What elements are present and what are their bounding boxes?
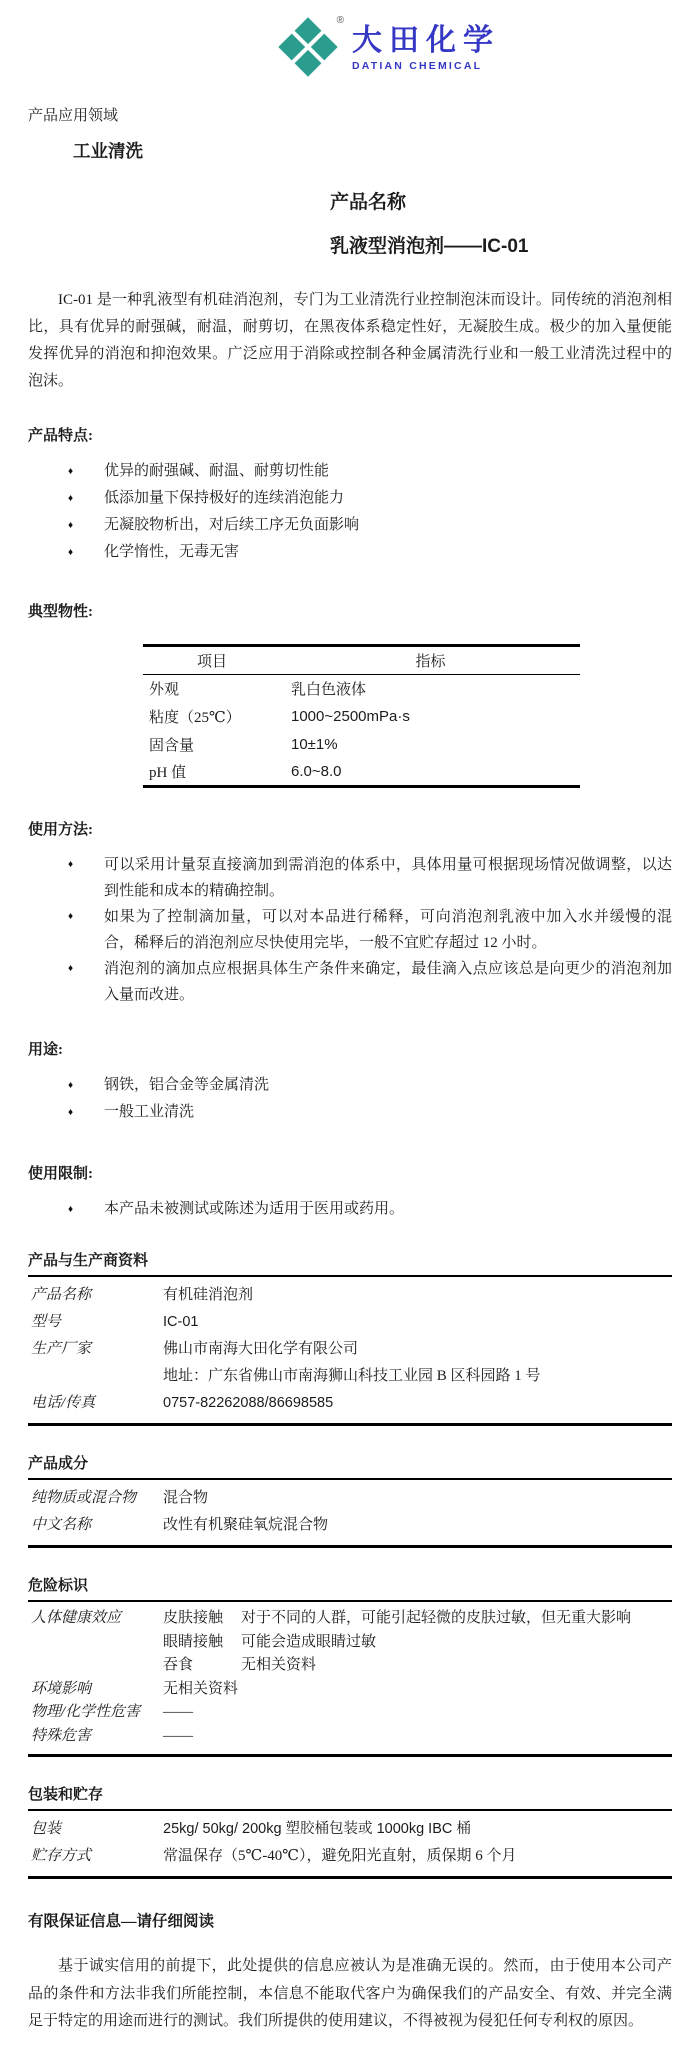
brand-name-en: DATIAN CHEMICAL bbox=[352, 59, 483, 72]
properties-table bbox=[143, 644, 580, 788]
product-name-label: 产品名称 bbox=[330, 192, 407, 213]
info-row: 电话/传真 0757-82262088/86698585 bbox=[31, 1395, 334, 1411]
info-row: 贮存方式 常温保存（5℃-40℃），避免阳光直射，质保期 6 个月 bbox=[31, 1848, 517, 1864]
product-name-value: 乳液型消泡剂——IC-01 bbox=[330, 236, 529, 257]
diamond-bullet-icon: ♦ bbox=[68, 1204, 74, 1215]
info-row: 眼睛接触 可能会造成眼睛过敏 bbox=[163, 1633, 377, 1650]
diamond-bullet-icon: ♦ bbox=[68, 963, 74, 974]
list-item: ♦ 优异的耐强碱、耐温、耐剪切性能 bbox=[68, 458, 672, 485]
features-heading: 产品特点: bbox=[28, 428, 93, 444]
info-row: 地址：广东省佛山市南海狮山科技工业园 B 区科园路 1 号 bbox=[163, 1368, 541, 1384]
hazards-section bbox=[28, 1574, 672, 1757]
list-item: ♦ 化学惰性，无毒无害 bbox=[68, 539, 672, 566]
features-list bbox=[28, 458, 672, 566]
info-row: 环境影响 无相关资料 bbox=[31, 1680, 239, 1697]
applications-heading: 用途: bbox=[28, 1042, 63, 1058]
packaging-section bbox=[28, 1783, 672, 1879]
registered-trademark-icon: ® bbox=[336, 15, 344, 26]
application-field-value: 工业清洗 bbox=[73, 141, 143, 161]
hazards-heading: 危险标识 bbox=[28, 1574, 672, 1602]
diamond-bullet-icon: ♦ bbox=[68, 547, 74, 558]
application-field-label: 产品应用领域 bbox=[28, 107, 119, 124]
usage-heading: 使用方法: bbox=[28, 822, 93, 838]
info-row: 中文名称 改性有机聚硅氧烷混合物 bbox=[31, 1517, 329, 1533]
applications-list bbox=[28, 1072, 672, 1126]
list-item: ♦ 如果为了控制滴加量，可以对本品进行稀释，可向消泡剂乳液中加入水并缓慢的混合，稀释后的消泡剂应尽快使用完毕，一般不宜贮存超过 12 小时。 bbox=[68, 904, 672, 956]
list-item: ♦ 可以采用计量泵直接滴加到需消泡的体系中，具体用量可根据现场情况做调整，以达到性能和成本的精确控制。 bbox=[68, 852, 672, 904]
manufacturer-heading: 产品与生产商资料 bbox=[28, 1249, 672, 1277]
list-item: ♦ 一般工业清洗 bbox=[68, 1099, 672, 1126]
list-item: ♦ 钢铁，铝合金等金属清洗 bbox=[68, 1072, 672, 1099]
diamond-bullet-icon: ♦ bbox=[68, 466, 74, 477]
column-header-spec: 指标 bbox=[281, 646, 580, 675]
restrictions-heading: 使用限制: bbox=[28, 1166, 93, 1182]
diamond-bullet-icon: ♦ bbox=[68, 859, 74, 870]
info-row: 型号 IC-01 bbox=[31, 1314, 199, 1330]
table-header-row bbox=[143, 646, 580, 675]
diamond-bullet-icon: ♦ bbox=[68, 1080, 74, 1091]
column-header-item: 项目 bbox=[143, 646, 281, 675]
info-row: 包装 25kg/ 50kg/ 200kg 塑胶桶包装或 1000kg IBC 桶 bbox=[31, 1821, 471, 1837]
composition-section bbox=[28, 1452, 672, 1548]
diamond-logo-icon bbox=[280, 15, 344, 77]
diamond-bullet-icon: ♦ bbox=[68, 911, 74, 922]
packaging-heading: 包装和贮存 bbox=[28, 1783, 672, 1811]
diamond-bullet-icon: ♦ bbox=[68, 493, 74, 504]
warranty-paragraph: 基于诚实信用的前提下，此处提供的信息应被认为是准确无误的。然而，由于使用本公司产品的条件和方法非我们所能控制，本信息不能取代客户为确保我们的产品安全、有效、并完全满足于特定的用途而进行的测试。我们所提供的使用建议，不得被视为侵犯任何专利权的原因。 bbox=[28, 1958, 672, 2029]
list-item: ♦ 低添加量下保持极好的连续消泡能力 bbox=[68, 485, 672, 512]
list-item: ♦ 无凝胶物析出，对后续工序无负面影响 bbox=[68, 512, 672, 539]
info-row: 物理/化学性危害 —— bbox=[31, 1704, 193, 1720]
info-row: 人体健康效应 皮肤接触 对于不同的人群，可能引起轻微的皮肤过敏，但无重大影响 bbox=[31, 1610, 632, 1626]
info-row: 纯物质或混合物 混合物 bbox=[31, 1490, 209, 1506]
table-row: 固含量 10±1% bbox=[149, 736, 338, 754]
table-row: 粘度（25℃） 1000~2500mPa·s bbox=[149, 708, 410, 726]
table-row: pH 值 6.0~8.0 bbox=[149, 763, 342, 782]
document-page bbox=[0, 16, 700, 2066]
brand-name-cn: 大田化学 bbox=[352, 23, 500, 57]
restrictions-list bbox=[28, 1196, 672, 1223]
info-row: 产品名称 有机硅消泡剂 bbox=[31, 1287, 254, 1303]
company-logo bbox=[28, 16, 672, 80]
manufacturer-section bbox=[28, 1249, 672, 1426]
intro-paragraph: IC-01 是一种乳液型有机硅消泡剂，专门为工业清洗行业控制泡沫而设计。同传统的消泡剂相比，具有优异的耐强碱，耐温，耐剪切，在黑夜体系稳定性好，无凝胶生成。极少的加入量便能发挥优异的消泡和抑泡效果。广泛应用于消除或控制各种金属清洗行业和一般工业清洗过程中的泡沫。 bbox=[28, 292, 672, 389]
diamond-bullet-icon: ♦ bbox=[68, 520, 74, 531]
info-row: 特殊危害 —— bbox=[31, 1727, 193, 1744]
diamond-bullet-icon: ♦ bbox=[68, 1107, 74, 1118]
composition-heading: 产品成分 bbox=[28, 1452, 672, 1480]
info-row: 生产厂家 佛山市南海大田化学有限公司 bbox=[31, 1341, 359, 1357]
properties-heading: 典型物性: bbox=[28, 604, 93, 620]
list-item: ♦ 消泡剂的滴加点应根据具体生产条件来确定，最佳滴入点应该总是向更少的消泡剂加入量而改进。 bbox=[68, 956, 672, 1008]
table-row: 外观 乳白色液体 bbox=[149, 682, 367, 699]
info-row: 吞食 无相关资料 bbox=[163, 1657, 317, 1673]
usage-list bbox=[28, 852, 672, 1008]
list-item: ♦ 本产品未被测试或陈述为适用于医用或药用。 bbox=[68, 1196, 672, 1223]
warranty-heading: 有限保证信息—请仔细阅读 bbox=[28, 1913, 215, 1930]
